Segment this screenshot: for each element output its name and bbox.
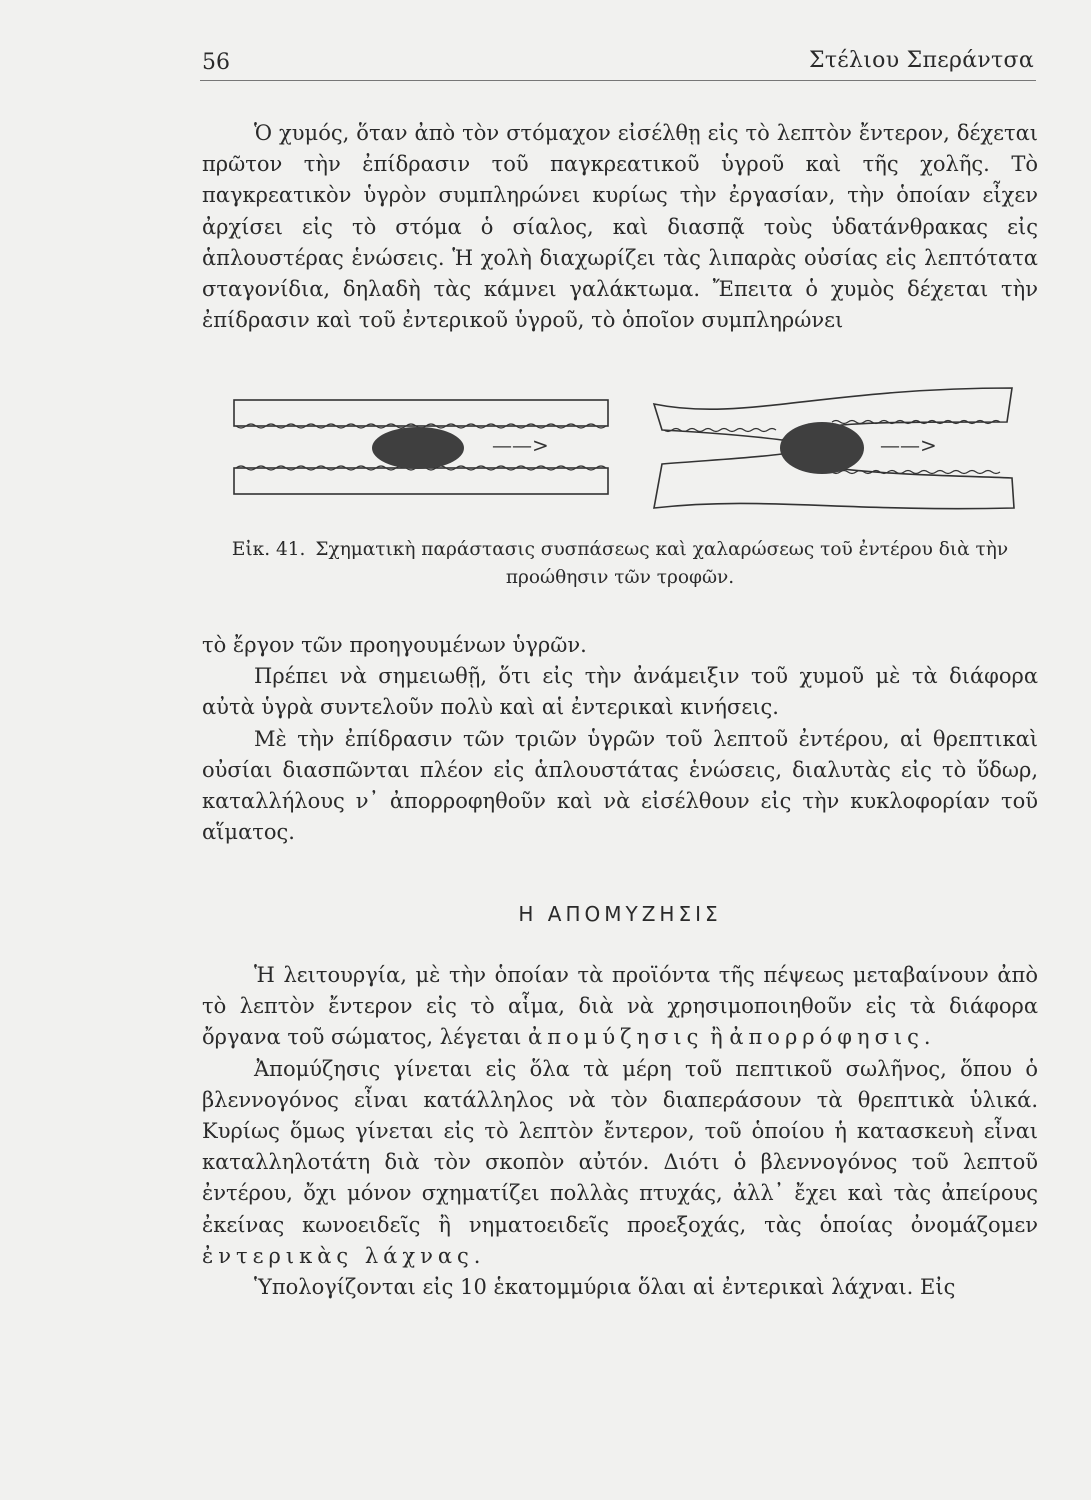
text-block-top	[202, 118, 1038, 336]
figure-label: Εἰκ. 41.	[231, 539, 306, 560]
figure-caption-text: Σχηματικὴ παράστασις συσπάσεως καὶ χαλαρώσεως τοῦ ἐντέρου διὰ τὴν προώθησιν τῶν τροφῶν.	[315, 539, 1009, 588]
page-header	[200, 46, 1036, 82]
section-title: Η ΑΠΟΜΥΖΗΣΙΣ	[518, 902, 722, 926]
paragraph-4: Μὲ τὴν ἐπίδρασιν τῶν τριῶν ὑγρῶν τοῦ λεπτοῦ ἐντέρου, αἱ θρεπτικαὶ οὐσίαι διασπῶνται πλέον εἰς ἁπλουστάτας ἑνώσεις, διαλυτὰς εἰς τὸ ὕδωρ, καταλλήλους ν᾽ ἀπορροφηθοῦν καὶ νὰ εἰσέλθουν εἰς τὴν κυκλοφορίαν τοῦ αἵματος.	[202, 726, 1038, 845]
term-enterikes-laxnes: ἐντερικὰς λάχνας	[202, 1243, 474, 1268]
lower-right-villi	[832, 471, 1000, 474]
lower-wall	[234, 468, 608, 494]
term-apomyzisis: ἀπομύζησις	[528, 1025, 704, 1050]
motion-arrow-left: ——>	[492, 433, 549, 457]
paragraph-6-text: Ἀπομύζησις γίνεται εἰς ὅλα τὰ μέρη τοῦ πεπτικοῦ σωλῆνος, ὅπου ὁ βλεννογόνος εἶναι κατάλληλος νὰ τὸν διαπεράσουν τὰ θρεπτικὰ ὑλικά. Κυρίως ὅμως γίνεται εἰς τὸ λεπτὸν ἔντερον, τοῦ ὁποίου ἡ κατασκευὴ εἶναι καταλληλοτάτη διὰ τὸν σκοπὸν αὐτόν. Διότι ὁ βλεννογόνος τοῦ λεπτοῦ ἐντέρου, ὄχι μόνον σχηματίζει πολλὰς πτυχάς, ἀλλ᾽ ἔχει καὶ τὰς ἀπείρους ἐκείνας κωνοειδεῖς ἢ νηματοειδεῖς προεξοχάς, τὰς ὁποίας ὀνομάζομεν	[202, 1056, 1038, 1237]
food-bolus-right	[780, 422, 864, 474]
page-number: 56	[202, 50, 230, 75]
paragraph-5-conj: ἢ	[703, 1025, 730, 1050]
header-rule	[200, 80, 1036, 81]
food-bolus-left	[372, 427, 464, 469]
running-head: Στέλιου Σπεράντσα	[808, 48, 1034, 73]
motion-arrow-right: ——>	[880, 433, 937, 457]
intestine-diagram	[222, 382, 1022, 512]
figure-caption	[202, 536, 1038, 592]
paragraph-5-text: Ἡ λειτουργία, μὲ τὴν ὁποίαν τὰ προϊόντα τῆς πέψεως μεταβαίνουν ἀπὸ τὸ λεπτὸν ἔντερον εἰς τὸ αἷμα, διὰ νὰ χρησιμοποιηθοῦν εἰς τὰ διάφορα ὄργανα τοῦ σώματος, λέγεται	[202, 963, 1038, 1050]
paragraph-1: Ὁ χυμός, ὅταν ἀπὸ τὸν στόμαχον εἰσέλθῃ εἰς τὸ λεπτὸν ἔντερον, δέχεται πρῶτον τὴν ἐπίδρασιν τοῦ παγκρεατικοῦ ὑγροῦ καὶ τῆς χολῆς. Τὸ παγκρεατικὸν ὑγρὸν συμπληρώνει κυρίως τὴν ἐργασίαν, τὴν ὁποίαν εἶχεν ἀρχίσει εἰς τὸ στόμα ὁ σίαλος, καὶ διασπᾷ τοὺς ὑδατάνθρακας εἰς ἁπλουστέρας ἑνώσεις. Ἡ χολὴ διαχωρίζει τὰς λιπαρὰς οὐσίας εἰς λεπτότατα σταγονίδια, δηλαδὴ τὰς κάμνει γαλάκτωμα. Ἔπειτα ὁ χυμὸς δέχεται τὴν ἐπίδρασιν καὶ τοῦ ἐντερικοῦ ὑγροῦ, τὸ ὁποῖον συμπληρώνει	[202, 121, 1038, 333]
paragraph-2: τὸ ἔργον τῶν προηγουμένων ὑγρῶν.	[202, 633, 587, 657]
text-block-middle	[202, 630, 1038, 848]
paragraph-7: Ὑπολογίζονται εἰς 10 ἑκατομμύρια ὅλαι αἱ ἐντερικαὶ λάχναι. Εἰς	[254, 1275, 956, 1300]
paragraph-6-end: .	[473, 1243, 481, 1268]
upper-wall	[234, 400, 608, 426]
text-block-bottom	[202, 960, 1038, 1303]
paragraph-5-end: .	[923, 1025, 931, 1050]
term-aporrofisis: ἀπορρόφησις	[729, 1025, 924, 1050]
upper-contracted-villi	[664, 429, 776, 432]
paragraph-3: Πρέπει νὰ σημειωθῇ, ὅτι εἰς τὴν ἀνάμειξιν τοῦ χυμοῦ μὲ τὰ διάφορα αὐτὰ ὑγρὰ συντελοῦν πολὺ καὶ αἱ ἐντερικαὶ κινήσεις.	[202, 664, 1038, 720]
paragraph-5	[202, 960, 1038, 1054]
paragraph-6	[202, 1054, 1038, 1272]
